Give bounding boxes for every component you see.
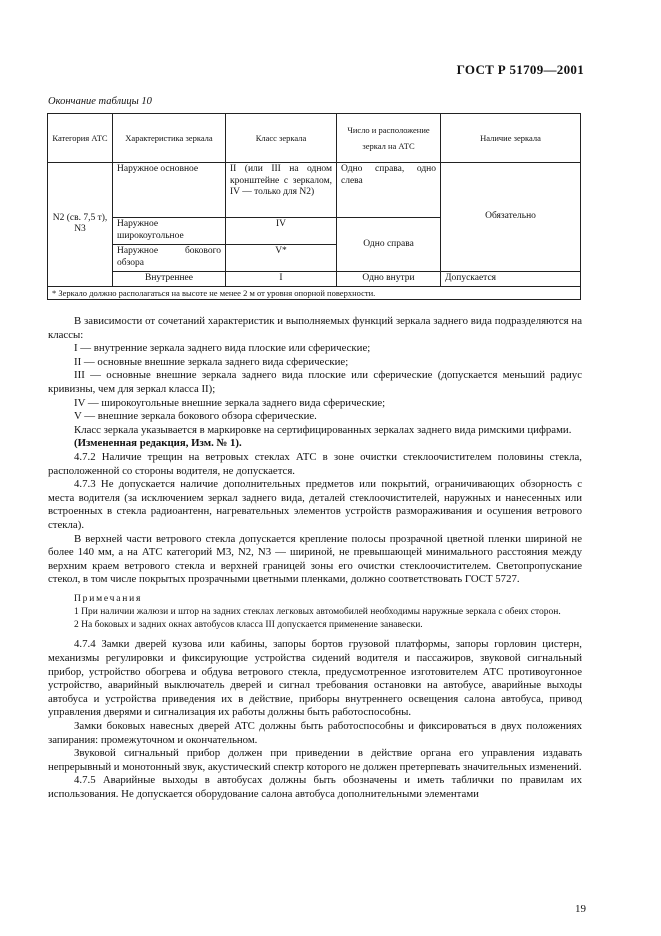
characteristic-cell: Наружное основное — [113, 163, 226, 218]
characteristic-cell: Наружное бокового обзора — [113, 245, 226, 272]
paragraph: IV — широкоугольные внешние зеркала заднего вида сферические; — [74, 396, 386, 409]
category-cell: N2 (св. 7,5 т), N3 — [48, 163, 113, 287]
table-caption: Окончание таблицы 10 — [48, 96, 152, 107]
table-footnote: * Зеркало должно располагаться на высоте не менее 2 м от уровня опорной поверхности. — [48, 286, 581, 299]
paragraph: В зависимости от сочетаний характеристик и выполняемых функций зеркала заднего вида подразделяются на классы: — [48, 315, 582, 341]
class-cell: IV — [226, 218, 337, 245]
paragraph: III — основные внешние зеркала заднего вида плоские или сферические (допускается меньший радиус кривизны, чем для зеркал класса II); — [48, 369, 582, 395]
characteristic-cell: Внутреннее — [113, 272, 226, 287]
header-category: Категория АТС — [48, 114, 113, 163]
presence-cell: Обязательно — [441, 163, 581, 272]
notes-title: Примечания — [74, 593, 143, 604]
class-cell: II (или III на одном кронштейне с зеркалом, IV — только для N2) — [226, 163, 337, 218]
characteristic-cell: Наружное широкоугольное — [113, 218, 226, 245]
paragraph: 4.7.5 Аварийные выходы в автобусах должны быть обозначены и иметь таблички по правилам их использования. Не допускается оборудование салона автобуса дополнительными элементами — [48, 774, 582, 800]
table-row — [48, 272, 581, 287]
body-text — [48, 315, 582, 802]
note: 1 При наличии жалюзи и штор на задних стеклах легковых автомобилей необходимы наружные зеркала с обеих сторон. — [74, 607, 561, 618]
class-cell: I — [226, 272, 337, 287]
presence-cell: Допускается — [441, 272, 581, 287]
class-cell: V* — [226, 245, 337, 272]
header-presence: Наличие зеркала — [441, 114, 581, 163]
count-cell: Одно справа, одно слева — [337, 163, 441, 218]
paragraph: I — внутренние зеркала заднего вида плоские или сферические; — [74, 342, 371, 355]
paragraph: В верхней части ветрового стекла допускается крепление полосы прозрачной цветной пленки шириной не более 140 мм, а на АТС категорий M3, N2, N3 — шириной, не превышающей минимального расстояния между верхним краем ветрового стекла и верхней границей зоны его очистки стеклоочистителем. Светопропускание стекол, в том числе покрытых прозрачными цветными пленками, должно соответствовать ГОСТ 5727. — [48, 532, 582, 586]
paragraph: V — внешние зеркала бокового обзора сферические. — [74, 410, 317, 423]
table-header-row — [48, 114, 581, 163]
header-count: Число и расположение зеркал на АТС — [337, 114, 441, 163]
paragraph: 4.7.2 Наличие трещин на ветровых стеклах АТС в зоне очистки стеклоочистителем половины стекла, расположенной со стороны водителя, не допускается. — [48, 450, 582, 477]
paragraph: 4.7.3 Не допускается наличие дополнительных предметов или покрытий, ограничивающих обзорность с места водителя (за исключением зеркал заднего вида, деталей стеклоочистителей, наружных и нанесенных или встроенных в стекла радиоантенн, нагревательных элементов устройств размораживания и осушения ветрового стекла). — [48, 478, 582, 531]
amendment-note: (Измененная редакция, Изм. № 1). — [74, 437, 242, 450]
count-cell: Одно справа — [337, 218, 441, 272]
mirror-class-table — [47, 113, 581, 300]
table-footnote-row — [48, 286, 581, 299]
paragraph: Класс зеркала указывается в маркировке на сертифицированных зеркалах заднего вида римскими цифрами. — [74, 423, 572, 436]
paragraph: 4.7.4 Замки дверей кузова или кабины, запоры бортов грузовой платформы, запоры горловин цистерн, механизмы регулировки и фиксирующие устройства сидений водителя и пассажиров, звуковой сигнальный прибор, устройство обогрева и обдува ветрового стекла, предусмотренное изготовителем АТС противоугонное устройство, аварийный выключатель дверей и сигнал требования остановки на автобусе, аварийные выходы автобуса и устройства приведения их в действие, приборы внутреннего освещения салона автобуса, привод управления дверями и сигнализация их работы должны быть работоспособны. — [48, 638, 582, 719]
paragraph: Звуковой сигнальный прибор должен при приведении в действие органа его управления издавать непрерывный и монотонный звук, акустический спектр которого не должен претерпевать значительных изменений. — [48, 747, 582, 773]
document-header: ГОСТ Р 51709—2001 — [456, 62, 584, 77]
paragraph: Замки боковых навесных дверей АТС должны быть работоспособны и фиксироваться в двух положениях запирания: промежуточном и окончательном. — [48, 720, 582, 746]
header-class: Класс зеркала — [226, 114, 337, 163]
count-cell: Одно внутри — [337, 272, 441, 287]
table-row — [48, 163, 581, 218]
paragraph: II — основные внешние зеркала заднего вида сферические; — [74, 355, 349, 368]
note: 2 На боковых и задних окнах автобусов класса III допускается применение занавески. — [74, 620, 423, 631]
page-number: 19 — [575, 903, 586, 915]
header-characteristic: Характеристика зеркала — [113, 114, 226, 163]
